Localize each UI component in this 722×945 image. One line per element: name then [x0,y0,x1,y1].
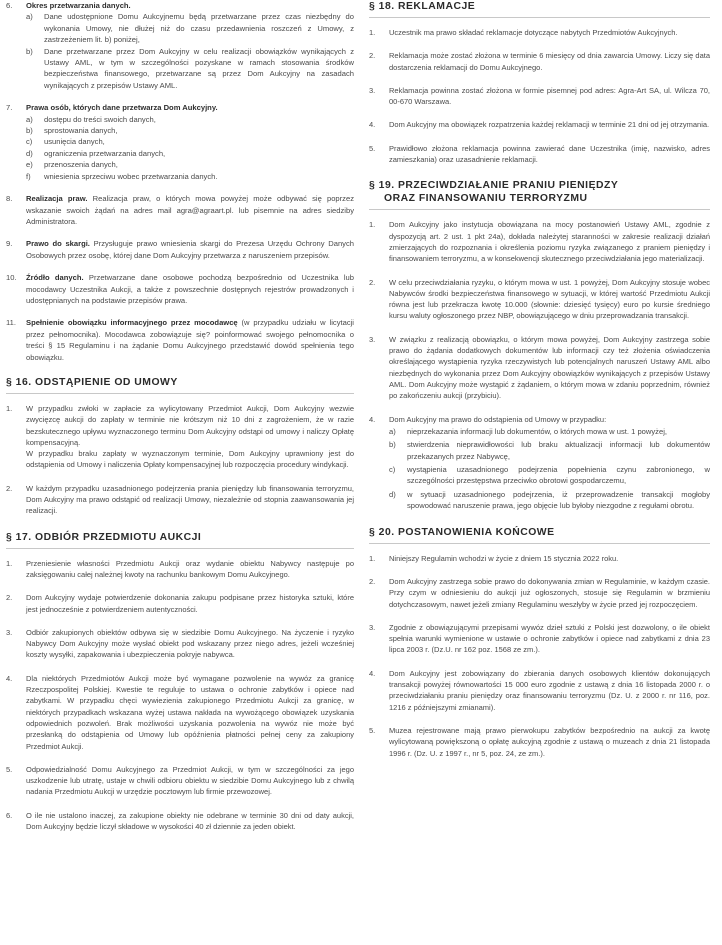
item-number: 6. [6,810,13,820]
item-number: 1. [6,403,13,413]
item-number: 1. [369,553,376,563]
item-text: Odpowiedzialność Domu Aukcyjnego za Przedmiot Aukcji, w tym w szczególności za jego uszkodzenie lub utratę, ustaje w chwili odbioru obiektu w siedzibie Domu Aukcyjnego lub z chwilą nadania Przedmiotu Aukcji w urzędzie pocztowym lub firmie przewozowej. [26,764,354,797]
section-title-line1: § 19. PRZECIWDZIAŁANIE PRANIU PIENIĘDZY [369,180,619,192]
section-title-line2: ORAZ FINANSOWANIU TERRORYZMU [384,193,588,205]
list-item: c) wystąpienia uzasadnionego podejrzenia popełnienia czynu zabronionego, w szczególności przestępstwa przeciwko obrotowi gospodarczemu, [389,465,710,486]
clause-text: Przysługuje prawo wniesienia skargi do Prezesa Urzędu Ochrony Danych Osobowych przez osobę, której dane Dom Aukcyjny przetwarza z naruszeniem przepisów. [26,239,354,260]
list-item: d) w sytuacji uzasadnionego podejrzenia, iż przeprowadzenie transakcji mogłoby spowodować naruszenie prawa, jego objęcie lub byłoby niezgodne z regułami obrotu. [389,489,710,511]
item-text: Niniejszy Regulamin wchodzi w życie z dniem 15 stycznia 2022 roku. [389,553,619,563]
section-item [369,576,710,610]
list-item: b) Dane przetwarzane przez Dom Aukcyjny w celu realizacji obowiązków wynikających z Ustawy AML, w tym w szczególności pozyskane w ramach stosowania środków bezpieczeństwa finansowego, przetwarzane są przez Dom Aukcyjny na zasadach wynikających z przepisów Ustawy AML. [26,46,354,90]
item-number: 4. [369,120,376,130]
section-item [369,668,710,713]
item-text: Odbiór zakupionych obiektów odbywa się w siedzibie Domu Aukcyjnego. Na życzenie i ryzyko Nabywcy Dom Aukcyjny może wysłać obiekt pod wskazany przez niego adres, jeżeli wcześniej koszty wysyłki, zapakowania i ubezpieczenia pokryje nabywca. [26,627,354,660]
clause-title: Prawa osób, których dane przetwarza Dom Aukcyjny. [26,103,218,113]
item-text: W celu przeciwdziałania ryzyku, o którym mowa w ust. 1 powyżej, Dom Aukcyjny stosuje wobec Nabywców środki bezpieczeństwa finansowego w sytuacji, w której wartość Przedmiotu Aukcji równa jest lub przekracza kwotę 10.000 (słownie: dziesięć tysięcy) euro po kursie średniego kursu waluty ogłoszonego przez NBP, obowiązującego w dniu przeprowadzania transakcji. [389,277,710,321]
clause-text: (w przypadku udziału w licytacji przez pełnomocnika). Mocodawca zobowiązuje się? poinformować swojego pełnomocnika o treści § 15 Regulaminu i na żądanie Domu Aukcyjnego przedstawić dowód spełnienia tego obowiązku. [26,318,354,362]
section-item [6,403,354,471]
clause-title: Okres przetwarzania danych. [26,1,131,10]
list-item: e) przenoszenia danych, [26,160,118,170]
item-number: 1. [369,220,376,230]
section-item [369,622,710,656]
section-title: § 16. ODSTĄPIENIE OD UMOWY [6,376,354,394]
section-item [369,50,710,73]
clause-number: 9. [6,239,13,249]
list-item: a) nieprzekazania informacji lub dokumentów, o których mowa w ust. 1 powyżej, [389,426,667,436]
section-item [369,414,710,512]
section-item [369,143,710,166]
section-item [369,219,710,264]
right-column [369,0,710,771]
section-title: § 20. POSTANOWIENIA KOŃCOWE [369,526,710,544]
item-number: 1. [6,558,13,568]
item-number: 2. [369,576,376,586]
section-item [6,627,354,661]
section-title: § 17. ODBIÓR PRZEDMIOTU AUKCJI [6,531,354,549]
item-text: Reklamacja może zostać złożona w terminie 6 miesięcy od dnia zawarcia Umowy. Liczy się data dostarczenia reklamacji do Domu Aukcyjnego. [389,51,710,72]
item-text: W związku z realizacją obowiązku, o którym mowa powyżej, Dom Aukcyjny zastrzega sobie prawo do żądania dodatkowych dokumentów lub informacji czy też złożenia oświadczenia określającego wystąpienia ryzyka rzeczywistych lub potencjalnych naruszeń Ustawy AML albo niezbędnych do wykonania przez Dom Aukcyjny obowiązków wynikających z przepisów Ustawy AML. Dom Aukcyjny może wystąpić z żądaniem, o którym mowa w zdaniu poprzednim, również po zakończeniu aukcji (przybiciu). [389,334,710,401]
data-clause-11 [6,317,354,363]
clause-text: Przetwarzane dane osobowe pochodzą bezpośrednio od Uczestnika lub mocodawcy Uczestnika Aukcji, a także z powszechnie dostępnych rejestrów prowadzonych i udostępnianych na podstawie przepisów prawa. [26,273,354,305]
item-text: Reklamacja powinna zostać złożona w formie pisemnej pod adres: Agra-Art SA, ul. Wilcza 70, 00-670 Warszawa. [389,85,710,107]
section-item [6,673,354,752]
item-text: W przypadku zwłoki w zapłacie za wylicytowany Przedmiot Aukcji, Dom Aukcyjny wezwie zwycięzcę aukcji do zapłaty w terminie nie krótszym niż 10 dni z zagrożeniem, że w razie bezskutecznego upływu wyznaczonego terminu Dom Aukcyjny odstąpi od umowy i naliczy Opłatę kompensacyjną. [26,403,354,447]
item-text: Dom Aukcyjny zastrzega sobie prawo do dokonywania zmian w Regulaminie, w każdym czasie. Przy czym w odniesieniu do aukcji już ogłoszonych, stosuje się Regulamin w brzmieniu dotychczasowym, nawet jeżeli zmiany Regulaminu weszłyby w życie przed jej rozpoczęciem. [389,576,710,609]
section-item [369,334,710,402]
section-item [6,483,354,517]
section-title: § 18. REKLAMACJE [369,0,710,18]
clause-title: Prawo do skargi. [26,239,90,249]
data-clause-7 [6,102,354,182]
item-text: W przypadku braku zapłaty w wyznaczonym terminie, Dom Aukcyjny uprawniony jest do odstąpienia od Umowy i naliczenia Opłaty kompensacyjnej lub rozpoczęcia procedury windykacji. [26,449,354,470]
section-item [369,85,710,108]
item-text: Przeniesienie własności Przedmiotu Aukcji oraz wydanie obiektu Nabywcy następuje po zaksięgowaniu całej należnej kwoty na rachunku bankowym Domu Aukcyjnego. [26,558,354,579]
item-number: 5. [6,764,13,774]
clause-number: 10. [6,273,17,283]
clause-title: Realizacja praw. [26,194,88,204]
item-number: 2. [6,483,13,493]
data-clause-9 [6,238,354,261]
clause-number: 6. [6,1,13,10]
item-number: 4. [369,668,376,678]
clause-number: 11. [6,318,16,328]
item-text: Dom Aukcyjny ma prawo do odstąpienia od Umowy w przypadku: [389,414,607,424]
clause-title: Źródło danych. [26,273,84,283]
item-number: 3. [369,85,376,95]
data-clause-8 [6,193,354,227]
item-text: Dom Aukcyjny wydaje potwierdzenie dokonania zakupu podpisane przez historyka sztuki, które jest jednocześnie z potwierdzeniem autentyczności. [26,593,354,614]
item-text: Uczestnik ma prawo składać reklamacje dotyczące nabytych Przedmiotów Aukcyjnych. [389,28,678,37]
item-text: Dom Aukcyjny jako instytucja obowiązana na mocy postanowień Ustawy AML, zgodnie z dyspozycją art. 2 ust. 1 pkt 24a), dokłada należytej staranności w zakresie realizacji działań zmierzających do rozpoznania i określenia poziomu ryzyka związanego z praniem pieniędzy i finansowaniem terroryzmu, a w konsekwencji skutecznego przeciwdziałania jego materializacji. [389,220,710,264]
item-text: Prawidłowo złożona reklamacja powinna zawierać dane Uczestnika (imię, nazwisko, adres zamieszkania) oraz uzasadnienie reklamacji. [389,143,710,165]
item-number: 3. [369,334,376,344]
section-item [6,810,354,833]
section-item [369,27,710,38]
item-text: Dla niektórych Przedmiotów Aukcji może być wymagane pozwolenie na wywóz za granicę Rzeczpospolitej Polskiej. Kwestie te reguluje to ustawa o ochronie zabytków i opiece nad zabytkami. W przypadku chęci wywiezienia zakupionego Przedmiotu Aukcji za granicę, w niektórych przypadkach wskazana wyżej ustawa nakłada na wywożącego obowiązek uzyskania odpowiednich pozwoleń. Brak możliwości uzyskania pozwolenia na wywóz nie może być przesłanką do odstąpienia od Umowy lub opóźnienia płatności pełnej ceny za zakupiony Przedmiot Aukcji. [26,673,354,751]
item-text: Muzea rejestrowane mają prawo pierwokupu zabytków bezpośrednio na aukcji za kwotę wylicytowaną powiększoną o opłatę aukcyjną zgodnie z ustawą o muzeach z dnia 21 listopada 1996 r. (Dz. U. z 1997 r., nr 5, poz. 24, ze zm.). [389,725,710,758]
item-number: 1. [369,28,376,37]
item-number: 2. [369,277,376,287]
section-item [369,553,710,564]
item-number: 5. [369,143,376,153]
item-text: Dom Aukcyjny ma obowiązek rozpatrzenia każdej reklamacji w terminie 21 dni od jej otrzymania. [389,120,710,130]
item-number: 5. [369,725,376,735]
item-number: 2. [6,593,13,603]
clause-title: Spełnienie obowiązku informacyjnego przez mocodawcę [26,318,238,328]
data-clause-10 [6,272,354,306]
section-title [369,179,710,210]
list-item: f) wniesienia sprzeciwu wobec przetwarzania danych. [26,171,218,181]
list-item: b) sprostowania danych, [26,126,118,136]
clause-number: 8. [6,194,13,204]
left-column [6,0,354,844]
list-item: d) ograniczenia przetwarzania danych, [26,148,166,158]
section-item [369,277,710,322]
data-clause-6 [6,0,354,91]
clause-text: Realizacja praw, o których mowa powyżej może odbywać się poprzez wskazanie swoich żądań na adres mail agra@agraart.pl. lub pisemnie na adres siedziby Administratora. [26,194,354,226]
item-number: 2. [369,51,376,61]
item-number: 3. [369,622,376,632]
section-item [369,119,710,130]
item-number: 4. [369,414,376,424]
item-text: Zgodnie z obowiązującymi przepisami wywóz dzieł sztuki z Polski jest dozwolony, o ile obiekt spełnia warunki wymienione w ustawie o ochronie zabytków i opiece nad zabytkami z dnia 23 lipca 2003 r. (Dz.U. nr 162 poz. 1568 ze zm.). [389,622,710,655]
list-item: a) Dane udostępnione Domu Aukcyjnemu będą przetwarzane przez czas niezbędny do wykonania Umowy, nie dłużej niż do czasu przedawnienia roszczeń z Umowy, z zastrzeżeniem lit. b) poniżej, [26,12,354,45]
item-number: 3. [6,627,13,637]
list-item: c) usunięcia danych, [26,137,105,147]
list-item: b) stwierdzenia nieprawidłowości lub braku aktualizacji informacji lub dokumentów przekazanych przez Nabywcę, [389,440,710,461]
section-item [6,764,354,798]
section-item [369,725,710,759]
item-text: O ile nie ustalono inaczej, za zakupione obiekty nie odebrane w terminie 30 dni od daty aukcji, Dom Aukcyjny będzie liczył składowe w wysokości 40 zł dziennie za jeden obiekt. [26,810,354,831]
list-item: a) dostępu do treści swoich danych, [26,114,156,124]
section-item [6,592,354,615]
section-item [6,558,354,581]
item-number: 4. [6,673,13,683]
clause-number: 7. [6,103,13,113]
item-text: W każdym przypadku uzasadnionego podejrzenia prania pieniędzy lub finansowania terroryzmu, Dom Aukcyjny ma prawo odstąpić od realizacji Umowy, niezależnie od stopnia zaawansowania jej realizacji. [26,483,354,516]
item-text: Dom Aukcyjny jest zobowiązany do zbierania danych osobowych klientów dokonujących transakcji powyżej równowartości 15 000 euro zgodnie z ustawą z dnia 16 listopada 2000 r. o przeciwdziałaniu praniu pieniędzy oraz finansowaniu terroryzmu (Dz. U. z 2000 r. nr 116, poz. 1216 z późniejszymi zmianami). [389,668,710,712]
